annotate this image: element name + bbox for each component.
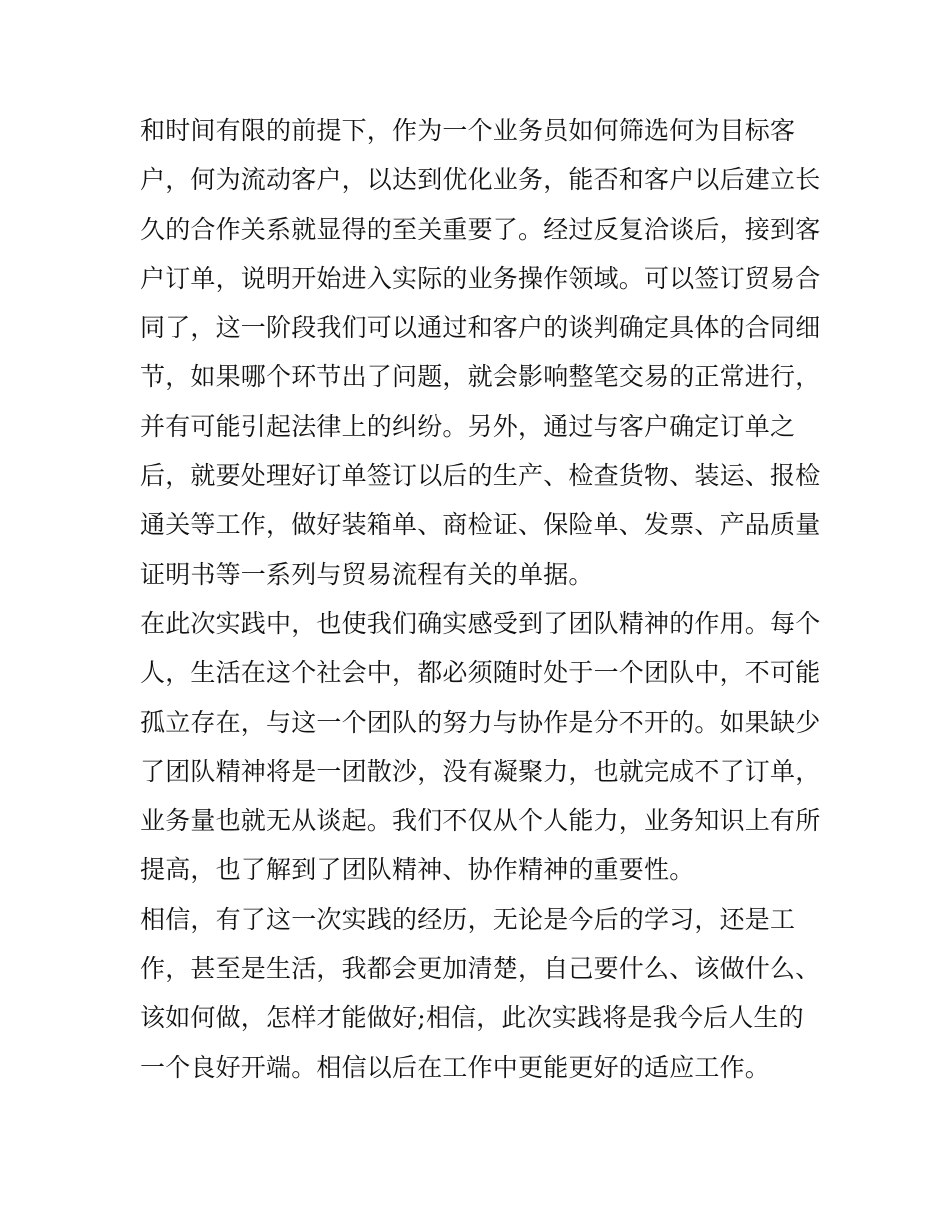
- text-line: 了团队精神将是一团散沙，没有凝聚力，也就完成不了订单，: [140, 756, 821, 786]
- text-line: 相信，有了这一次实践的经历，无论是今后的学习，还是工: [140, 904, 796, 934]
- text-line: 该如何做，怎样才能做好;相信，此次实践将是我今后人生的: [140, 1003, 804, 1033]
- text-line: 证明书等一系列与贸易流程有关的单据。: [140, 559, 594, 589]
- text-line: 户订单，说明开始进入实际的业务操作领域。可以签订贸易合: [140, 263, 821, 293]
- text-line: 在此次实践中，也使我们确实感受到了团队精神的作用。每个: [140, 608, 821, 638]
- text-line: 提高，也了解到了团队精神、协作精神的重要性。: [140, 855, 695, 885]
- text-line: 并有可能引起法律上的纠纷。另外，通过与客户确定订单之: [140, 411, 796, 441]
- text-line: 久的合作关系就显得的至关重要了。经过反复洽谈后，接到客: [140, 214, 821, 244]
- text-line: 通关等工作，做好装箱单、商检证、保险单、发票、产品质量: [140, 510, 821, 540]
- text-line: 同了，这一阶段我们可以通过和客户的谈判确定具体的合同细: [140, 313, 821, 343]
- text-line: 人，生活在这个社会中，都必须随时处于一个团队中，不可能: [140, 658, 821, 688]
- text-line: 户，何为流动客户，以达到优化业务，能否和客户以后建立长: [140, 165, 821, 195]
- text-line: 孤立存在，与这一个团队的努力与协作是分不开的。如果缺少: [140, 707, 821, 737]
- text-line: 一个良好开端。相信以后在工作中更能更好的适应工作。: [140, 1052, 771, 1082]
- text-line: 节，如果哪个环节出了问题，就会影响整笔交易的正常进行，: [140, 362, 821, 392]
- document-body: [140, 106, 820, 1092]
- text-line: 后，就要处理好订单签订以后的生产、检查货物、装运、报检: [140, 461, 821, 491]
- text-line: 业务量也就无从谈起。我们不仅从个人能力，业务知识上有所: [140, 806, 821, 836]
- text-line: 作，甚至是生活，我都会更加清楚，自己要什么、该做什么、: [140, 954, 821, 984]
- text-line: 和时间有限的前提下，作为一个业务员如何筛选何为目标客: [140, 116, 796, 145]
